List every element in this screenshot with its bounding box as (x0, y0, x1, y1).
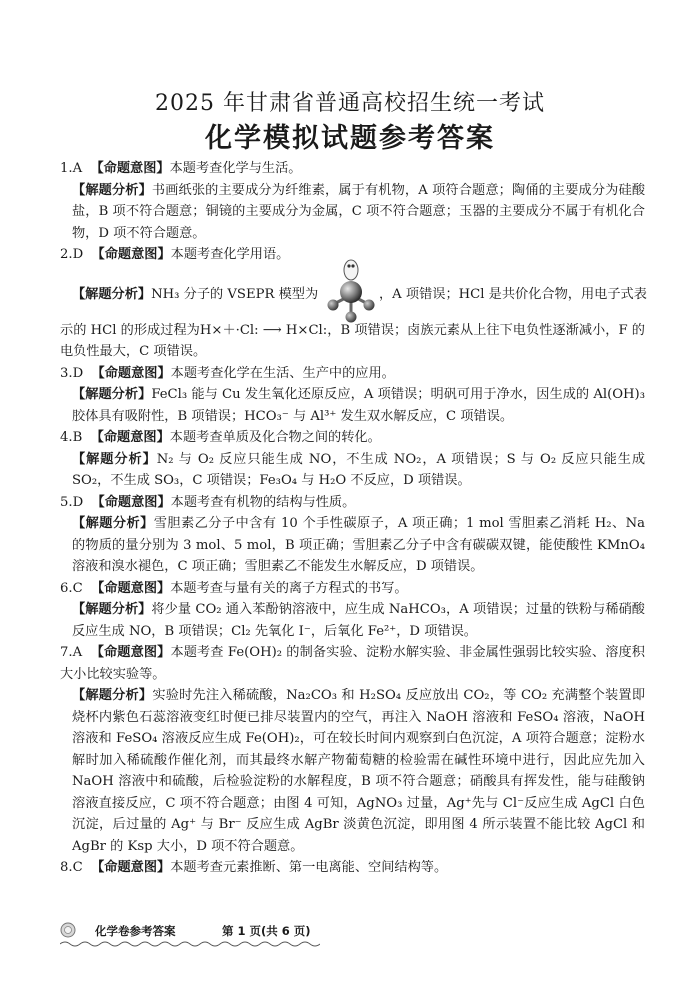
footer-wave-divider (60, 940, 320, 948)
q6-label: 6.C (60, 580, 83, 596)
q2-analysis-tag: 【解题分析】 (72, 286, 152, 302)
q1-intent-tag: 【命题意图】 (90, 161, 170, 176)
q4-label: 4.B (60, 430, 83, 445)
q7-label: 7.A (60, 645, 83, 660)
q4-analysis-tag: 【解题分析】 (72, 451, 157, 467)
q8-intent: 本题考查元素推断、第一电离能、空间结构等。 (170, 860, 448, 875)
q5-intent: 本题考查有机物的结构与性质。 (170, 494, 356, 510)
q6-analysis (60, 599, 645, 642)
q2-label: 2.D (60, 247, 84, 262)
q2-analysis-a: NH₃ 分子的 VSEPR 模型为 (151, 286, 319, 302)
q3-header (60, 363, 645, 385)
q8-header (60, 857, 645, 879)
q8-label: 8.C (60, 860, 83, 875)
exam-title: 2025 年甘肃省普通高校招生统一考试 (155, 91, 545, 116)
q3-intent-tag: 【命题意图】 (91, 365, 171, 381)
q3-label: 3.D (60, 365, 84, 381)
q7-analysis-text: 实验时先注入稀硫酸，Na₂CO₃ 和 H₂SO₄ 反应放出 CO₂，等 CO₂ 充满整个装置即烧杯内紫色石蕊溶液变红时便已排尽装置内的空气，再注入 NaOH 溶液和 FeSO₄ 溶液，NaOH 溶液和 FeSO₄ 溶液反应生成 Fe(OH)₂，可在较长时间内观察到白色沉淀，A 项符合题意；淀粉水解时加入稀硫酸作催化剂，而其最终水解产物葡萄糖的检验需在碱性环境中进行，因此应先加入 NaOH 溶液中和硫酸，后检验淀粉的水解程度，B 项不符合题意；硝酸具有挥发性，能与硅酸钠溶液直接反应，C 项不符合题意；由图 4 可知，AgNO₃ 过量，Ag⁺先与 Cl⁻反应生成 AgCl 白色沉淀，后过量的 Ag⁺ 与 Br⁻ 反应生成 AgBr 淡黄色沉淀，即用图 4 所示装置不能比较 AgCl 和 AgBr 的 Ksp 大小，D 项不符合题意。 (72, 688, 646, 854)
q4-analysis (60, 449, 645, 492)
footer-page-number: 第 1 页(共 6 页) (222, 924, 311, 938)
q5-analysis-tag: 【解题分析】 (72, 516, 154, 531)
q5-analysis (60, 513, 645, 578)
answer-title: 化学模拟试题参考答案 (205, 123, 495, 154)
q8-intent-tag: 【命题意图】 (91, 860, 171, 875)
q2-intent-tag: 【命题意图】 (91, 247, 171, 262)
q6-intent-tag: 【命题意图】 (91, 580, 171, 596)
q3-analysis-tag: 【解题分析】 (72, 387, 152, 402)
q7-intent: 本题考查 Fe(OH)₂ 的制备实验、淀粉水解实验、非金属性强弱比较实验、溶度积大小比较实验等。 (60, 645, 645, 682)
q5-intent-tag: 【命题意图】 (91, 494, 171, 510)
q7-analysis-tag: 【解题分析】 (72, 688, 153, 703)
nh3-vsepr-model-image (322, 258, 380, 326)
q5-header (60, 492, 645, 514)
q6-analysis-tag: 【解题分析】 (72, 602, 152, 617)
q6-analysis-text: 将少量 CO₂ 通入苯酚钠溶液中，应生成 NaHCO₃，A 项错误；过量的铁粉与稀硝酸反应生成 NO，B 项错误；Cl₂ 先氧化 I⁻，后氧化 Fe²⁺，D 项错误。 (72, 602, 645, 639)
q7-header (60, 642, 645, 685)
q5-label: 5.D (60, 494, 84, 510)
q4-intent-tag: 【命题意图】 (90, 430, 170, 445)
q3-analysis (60, 384, 645, 427)
q1-analysis (60, 180, 645, 245)
q2-analysis-line1 (60, 266, 645, 320)
q4-header (60, 427, 645, 449)
q7-intent-tag: 【命题意图】 (90, 645, 171, 660)
q2-analysis-c: 示的 HCl 的形成过程为H×＋·Cl: ⟶ H×Cl:，B 项错误；卤族元素从上往下电负性逐渐减小，F 的电负性最大，C 项错误。 (60, 322, 645, 359)
q6-header (60, 578, 645, 600)
q5-analysis-text: 雪胆素乙分子中含有 10 个手性碳原子，A 项正确；1 mol 雪胆素乙消耗 H₂、Na 的物质的量分别为 3 mol、5 mol，B 项正确；雪胆素乙分子中含有碳碳双键，能使酸性 KMnO₄ 溶液和溴水褪色，C 项正确；雪胆素乙不能发生水解反应，D 项错误。 (72, 516, 645, 574)
footer-label: 化学卷参考答案 (95, 924, 176, 938)
q4-analysis-text: N₂ 与 O₂ 反应只能生成 NO，不生成 NO₂，A 项错误；S 与 O₂ 反应只能生成 SO₂，不生成 SO₃，C 项错误；Fe₃O₄ 与 H₂O 不反应，D 项错误。 (72, 451, 646, 488)
answer-body (60, 158, 645, 879)
q1-header (60, 158, 645, 180)
q7-analysis (60, 685, 645, 857)
q3-analysis-text: FeCl₃ 能与 Cu 发生氧化还原反应，A 项错误；明矾可用于净水，因生成的 Al(OH)₃ 胶体具有吸附性，B 项错误；HCO₃⁻ 与 Al³⁺ 发生双水解反应，C 项错误。 (72, 387, 645, 424)
q6-intent: 本题考查与量有关的离子方程式的书写。 (170, 580, 408, 596)
q1-label: 1.A (60, 161, 83, 176)
q2-analysis-b: ，A 项错误；HCl 是共价化合物，用电子式表 (379, 286, 647, 302)
q1-analysis-tag: 【解题分析】 (72, 182, 152, 198)
q1-analysis-text: 书画纸张的主要成分为纤维素，属于有机物，A 项符合题意；陶俑的主要成分为硅酸盐，B 项不符合题意；铜镜的主要成分为金属，C 项不符合题意；玉器的主要成分不属于有机化合物，D 项不符合题意。 (72, 182, 646, 241)
q4-intent: 本题考查单质及化合物之间的转化。 (169, 430, 381, 445)
q1-intent: 本题考查化学与生活。 (169, 161, 302, 176)
q3-intent: 本题考查化学在生活、生产中的应用。 (170, 365, 395, 381)
footer-disc-icon (60, 922, 76, 938)
q2-intent: 本题考查化学用语。 (170, 247, 290, 262)
